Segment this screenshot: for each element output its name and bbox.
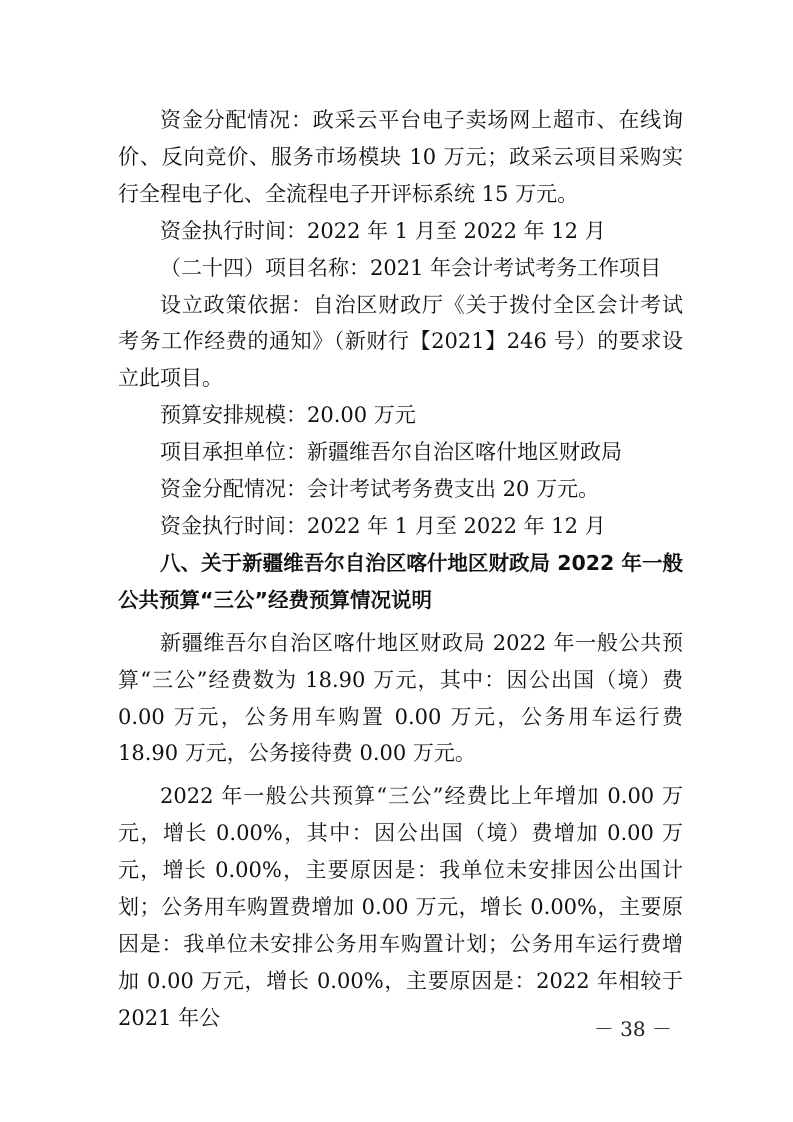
paragraph-three-public-change: 2022 年一般公共预算“三公”经费比上年增加 0.00 万元，增长 0.00%，其中：因公出国（境）费增加 0.00 万元，增长 0.00%，主要原因是：我单位未安排因公出国计划；公务用车购置费增加 0.00 万元，增长 0.00%，主要原因是：我单位未安排公务用车购置计划；公务用车运行费增加 0.00 万元，增长 0.00%，主要原因是：2022 年相较于 2021 年公 <box>118 784 683 1030</box>
paragraph-project-name-24: （二十四）项目名称：2021 年会计考试考务工作项目 <box>160 255 662 280</box>
section-heading-three-public: 八、关于新疆维吾尔自治区喀什地区财政局 2022 年一般公共预算“三公”经费预算情况说明 <box>118 550 683 612</box>
paragraph-three-public-total: 新疆维吾尔自治区喀什地区财政局 2022 年一般公共预算“三公”经费数为 18.90 万元，其中：因公出国（境）费 0.00 万元，公务用车购置 0.00 万元，公务用车运行费 18.90 万元，公务接待费 0.00 万元。 <box>118 630 683 766</box>
paragraph-execution-time-2: 资金执行时间：2022 年 1 月至 2022 年 12 月 <box>160 513 606 538</box>
paragraph-execution-time-1: 资金执行时间：2022 年 1 月至 2022 年 12 月 <box>160 218 606 243</box>
paragraph-fund-allocation-platform: 资金分配情况：政采云平台电子卖场网上超市、在线询价、反向竞价、服务市场模块 10 万元；政采云项目采购实行全程电子化、全流程电子开评标系统 15 万元。 <box>118 108 683 206</box>
paragraph-policy-basis: 设立政策依据：自治区财政厅《关于拨付全区会计考试考务工作经费的通知》（新财行【2021】246 号）的要求设立此项目。 <box>118 292 683 391</box>
paragraph-fund-allocation-exam: 资金分配情况：会计考试考务费支出 20 万元。 <box>160 477 600 502</box>
body-text <box>118 102 683 1037</box>
paragraph-undertaking-unit: 项目承担单位：新疆维吾尔自治区喀什地区财政局 <box>160 440 622 465</box>
paragraph-budget-scale: 预算安排规模：20.00 万元 <box>160 403 416 428</box>
page-number: － 38 － <box>593 1017 672 1041</box>
